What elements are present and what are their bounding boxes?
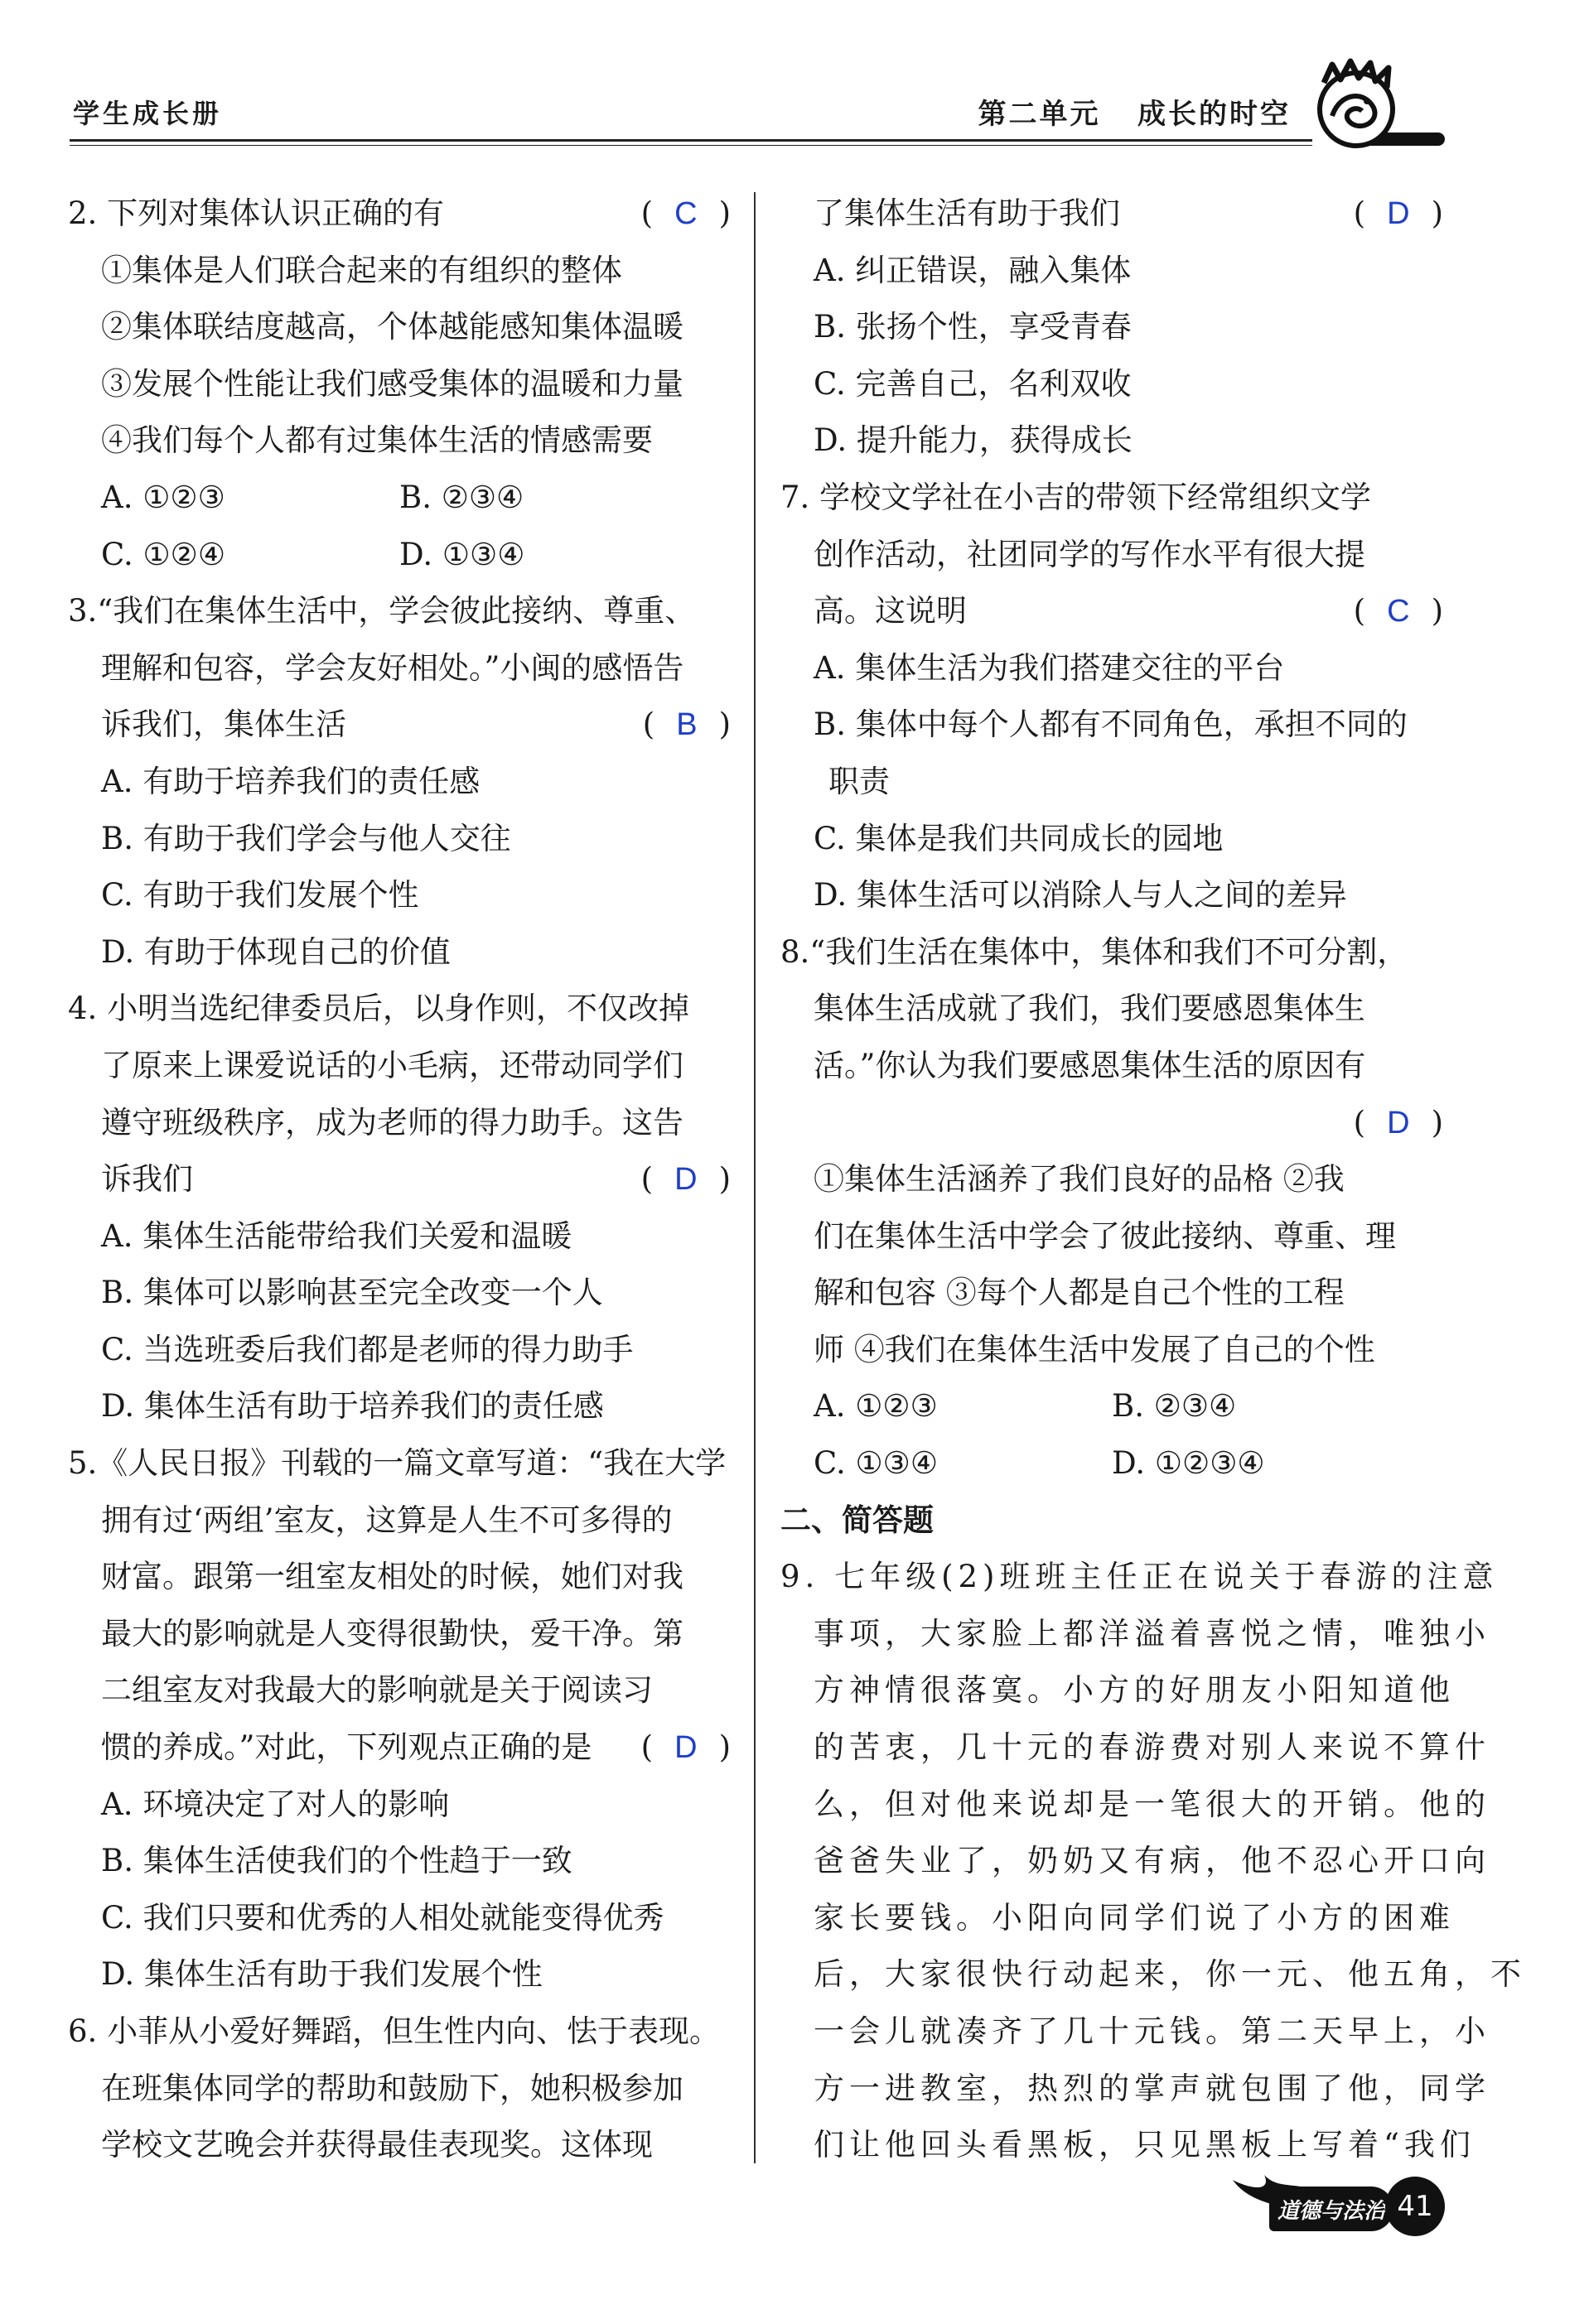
answer-letter: D xyxy=(1387,1105,1410,1140)
answer-letter: C xyxy=(674,196,698,231)
question-line xyxy=(68,243,731,300)
answer-bracket: ( D ) xyxy=(640,1161,731,1198)
line-text: 9. 七年级(2)班班主任正在说关于春游的注意 xyxy=(780,1559,1499,1595)
question-line xyxy=(780,2061,1490,2118)
answer-bracket: ( B ) xyxy=(642,706,731,743)
option-choice: D. ①②③④ xyxy=(1112,1445,1265,1482)
line-text: B. 张扬个性，享受青春 xyxy=(814,309,1132,345)
answer-letter: D xyxy=(674,1730,698,1766)
line-text: 创作活动，社团同学的写作水平有很大提 xyxy=(814,536,1365,572)
question-line xyxy=(780,811,1443,868)
line-text: 7. 学校文学社在小吉的带领下经常组织文学 xyxy=(780,479,1372,515)
line-text: 诉我们，集体生活 xyxy=(101,706,346,743)
question-line xyxy=(68,1435,731,1492)
question-line xyxy=(68,1208,731,1266)
line-text: 6. 小菲从小爱好舞蹈，但生性内向、怯于表现。 xyxy=(68,2013,721,2049)
question-line xyxy=(780,754,1443,811)
question-line xyxy=(780,186,1443,243)
question-line xyxy=(780,1038,1443,1095)
line-text: C. 我们只要和优秀的人相处就能变得优秀 xyxy=(101,1899,664,1936)
question-line xyxy=(68,924,731,981)
answer-letter: B xyxy=(676,707,698,743)
line-text: 职责 xyxy=(828,763,890,799)
answer-letter: D xyxy=(1387,196,1410,231)
line-text: 财富。跟第一组室友相处的时候，她们对我 xyxy=(101,1559,683,1595)
question-line xyxy=(68,1095,731,1152)
question-line xyxy=(780,1322,1443,1379)
question-line xyxy=(68,356,731,413)
question-line xyxy=(68,1777,731,1834)
question-line xyxy=(68,2117,731,2174)
line-text: B. 集体中每个人都有不同角色，承担不同的 xyxy=(814,706,1408,743)
answer-letter: D xyxy=(674,1162,698,1198)
question-line xyxy=(68,2061,731,2118)
column-divider xyxy=(754,192,756,2163)
line-text: 4. 小明当选纪律委员后，以身作则，不仅改掉 xyxy=(68,991,690,1027)
question-line xyxy=(68,1038,731,1095)
question-line xyxy=(68,1890,731,1947)
line-text: 二、简答题 xyxy=(780,1502,934,1538)
question-line xyxy=(780,1265,1443,1322)
header-left-title: 学生成长册 xyxy=(73,98,223,129)
line-text: 最大的影响就是人变得很勤快，爱干净。第 xyxy=(101,1615,683,1651)
line-text: C. 有助于我们发展个性 xyxy=(101,877,419,914)
question-line xyxy=(68,1151,731,1208)
answer-bracket: ( C ) xyxy=(640,195,731,231)
answer-bracket: ( D ) xyxy=(640,1729,731,1766)
line-text: A. 集体生活能带给我们关爱和温暖 xyxy=(101,1217,572,1254)
question-line xyxy=(780,299,1443,356)
question-line xyxy=(780,356,1443,413)
line-text: ②集体联结度越高，个体越能感知集体温暖 xyxy=(101,309,683,345)
question-line xyxy=(780,697,1443,754)
question-line xyxy=(68,2003,731,2061)
line-text: 惯的养成。”对此，下列观点正确的是 xyxy=(101,1729,592,1766)
answer-bracket: ( D ) xyxy=(1353,195,1443,231)
question-line xyxy=(68,640,731,697)
line-text: 后，大家很快行动起来，你一元、他五角，不 xyxy=(814,1956,1526,1993)
question-line xyxy=(780,1719,1490,1777)
line-text: ①集体是人们联合起来的有组织的整体 xyxy=(101,252,622,288)
question-line xyxy=(68,981,731,1038)
line-text: ③发展个性能让我们感受集体的温暖和力量 xyxy=(101,365,683,402)
line-text: 诉我们 xyxy=(101,1161,193,1198)
line-text: 遵守班级秩序，成为老师的得力助手。这告 xyxy=(101,1104,683,1140)
question-line xyxy=(780,583,1443,640)
question-line xyxy=(780,470,1443,527)
line-text: D. 有助于体现自己的价值 xyxy=(101,933,451,970)
question-line xyxy=(68,299,731,356)
question-line xyxy=(780,1777,1490,1834)
question-line xyxy=(68,186,731,243)
line-text: 在班集体同学的帮助和鼓励下，她积极参加 xyxy=(101,2070,683,2106)
question-line xyxy=(780,640,1443,697)
line-text: 了集体生活有助于我们 xyxy=(814,195,1120,231)
header-rule xyxy=(70,139,1312,146)
question-line xyxy=(780,867,1443,924)
line-text: D. 集体生活可以消除人与人之间的差异 xyxy=(814,877,1347,914)
question-line xyxy=(780,527,1443,584)
line-text: D. 集体生活有助于培养我们的责任感 xyxy=(101,1388,604,1425)
answer-bracket: ( C ) xyxy=(1353,593,1443,629)
question-line xyxy=(780,412,1443,470)
header-unit-title: 第二单元 成长的时空 xyxy=(978,98,1291,131)
question-line xyxy=(68,1549,731,1606)
question-line xyxy=(68,412,731,470)
line-text: 家长要钱。小阳向同学们说了小方的困难 xyxy=(814,1899,1455,1936)
question-line xyxy=(780,1890,1455,1947)
question-line xyxy=(780,1151,1443,1208)
line-text: 二组室友对我最大的影响就是关于阅读习 xyxy=(101,1672,653,1709)
line-text: 2. 下列对集体认识正确的有 xyxy=(68,195,445,231)
question-line xyxy=(780,243,1443,300)
question-line xyxy=(68,754,731,811)
line-text: A. 有助于培养我们的责任感 xyxy=(101,763,481,799)
options-row xyxy=(780,1435,1443,1492)
line-text: ④我们每个人都有过集体生活的情感需要 xyxy=(101,422,653,459)
line-text: B. 有助于我们学会与他人交往 xyxy=(101,820,511,856)
right-column xyxy=(780,186,1526,2174)
question-line xyxy=(780,1208,1443,1266)
question-line xyxy=(780,1549,1499,1606)
options-row xyxy=(68,470,731,527)
line-text: D. 提升能力，获得成长 xyxy=(814,422,1133,459)
line-text: 们在集体生活中学会了彼此接纳、尊重、理 xyxy=(814,1217,1396,1254)
option-choice: B. ②③④ xyxy=(399,479,524,515)
option-choice: A. ①②③ xyxy=(101,479,225,515)
question-line xyxy=(68,1606,731,1663)
line-text: 方一进教室，热烈的掌声就包围了他，同学 xyxy=(814,2070,1490,2106)
option-choice: C. ①③④ xyxy=(814,1445,939,1482)
question-line xyxy=(68,811,731,868)
line-text: A. 集体生活为我们搭建交往的平台 xyxy=(814,649,1285,686)
question-line xyxy=(780,981,1443,1038)
option-choice: C. ①②④ xyxy=(101,536,226,572)
option-choice: B. ②③④ xyxy=(1112,1388,1237,1425)
line-text: A. 环境决定了对人的影响 xyxy=(101,1786,450,1822)
line-text: 集体生活成就了我们，我们要感恩集体生 xyxy=(814,991,1365,1027)
subject-badge: 道德与法治 xyxy=(1269,2187,1393,2231)
line-text: 高。这说明 xyxy=(814,593,967,629)
line-text: D. 集体生活有助于我们发展个性 xyxy=(101,1956,543,1993)
line-text: 们让他回头看黑板，只见黑板上写着“我们 xyxy=(814,2127,1476,2163)
question-line xyxy=(780,2003,1490,2061)
question-line xyxy=(68,1662,731,1719)
line-text: 3.“我们在集体生活中，学会彼此接纳、尊重、 xyxy=(68,593,696,629)
line-text: 么，但对他来说却是一笔很大的开销。他的 xyxy=(814,1786,1490,1822)
answer-bracket: ( D ) xyxy=(1353,1104,1443,1140)
question-line xyxy=(780,2117,1476,2174)
question-line xyxy=(68,583,731,640)
question-line xyxy=(780,1606,1490,1663)
line-text: 爸爸失业了，奶奶又有病，他不忍心开口向 xyxy=(814,1843,1490,1879)
question-line xyxy=(68,867,731,924)
answer-letter: C xyxy=(1387,594,1410,629)
section-title xyxy=(780,1492,1443,1550)
line-text: 师 ④我们在集体生活中发展了自己的个性 xyxy=(814,1331,1375,1367)
question-line xyxy=(780,1095,1443,1152)
question-line xyxy=(780,1946,1526,2003)
line-text: C. 当选班委后我们都是老师的得力助手 xyxy=(101,1331,634,1367)
question-line xyxy=(68,1719,731,1777)
question-line xyxy=(68,1946,731,2003)
line-text: 一会儿就凑齐了几十元钱。第二天早上，小 xyxy=(814,2013,1490,2049)
question-line xyxy=(68,1492,731,1550)
line-text: 活。”你认为我们要感恩集体生活的原因有 xyxy=(814,1047,1366,1083)
page-number: 41 xyxy=(1385,2177,1445,2236)
question-line xyxy=(68,1265,731,1322)
option-choice: A. ①②③ xyxy=(814,1388,938,1425)
line-text: C. 完善自己，名利双收 xyxy=(814,365,1132,402)
line-text: B. 集体可以影响甚至完全改变一个人 xyxy=(101,1275,603,1311)
question-line xyxy=(780,924,1443,981)
line-text: ①集体生活涵养了我们良好的品格 ②我 xyxy=(814,1161,1345,1198)
question-line xyxy=(68,1833,731,1890)
options-row xyxy=(68,527,731,584)
line-text: A. 纠正错误，融入集体 xyxy=(814,252,1132,288)
question-line xyxy=(780,1662,1455,1719)
line-text: 学校文艺晚会并获得最佳表现奖。这体现 xyxy=(101,2127,653,2163)
line-text: 的苦衷，几十元的春游费对别人来说不算什 xyxy=(814,1729,1490,1766)
question-line xyxy=(68,697,731,754)
line-text: 理解和包容，学会友好相处。”小闽的感悟告 xyxy=(101,649,684,686)
line-text: 8.“我们生活在集体中，集体和我们不可分割， xyxy=(780,933,1408,970)
line-text: 5.《人民日报》刊载的一篇文章写道：“我在大学 xyxy=(68,1445,727,1482)
line-text: 事项，大家脸上都洋溢着喜悦之情，唯独小 xyxy=(814,1615,1490,1651)
line-text: B. 集体生活使我们的个性趋于一致 xyxy=(101,1843,572,1879)
options-row xyxy=(780,1378,1443,1435)
question-line xyxy=(68,1378,731,1435)
question-line xyxy=(68,1322,731,1379)
left-column xyxy=(68,186,731,2174)
line-text: 拥有过‘两组’室友，这算是人生不可多得的 xyxy=(101,1502,673,1538)
question-line xyxy=(780,1833,1490,1890)
dragon-logo-icon xyxy=(1307,58,1405,156)
line-text: 了原来上课爱说话的小毛病，还带动同学们 xyxy=(101,1047,683,1083)
option-choice: D. ①③④ xyxy=(399,536,525,572)
line-text: C. 集体是我们共同成长的园地 xyxy=(814,820,1224,856)
line-text: 解和包容 ③每个人都是自己个性的工程 xyxy=(814,1275,1345,1311)
line-text: 方神情很落寞。小方的好朋友小阳知道他 xyxy=(814,1672,1455,1709)
